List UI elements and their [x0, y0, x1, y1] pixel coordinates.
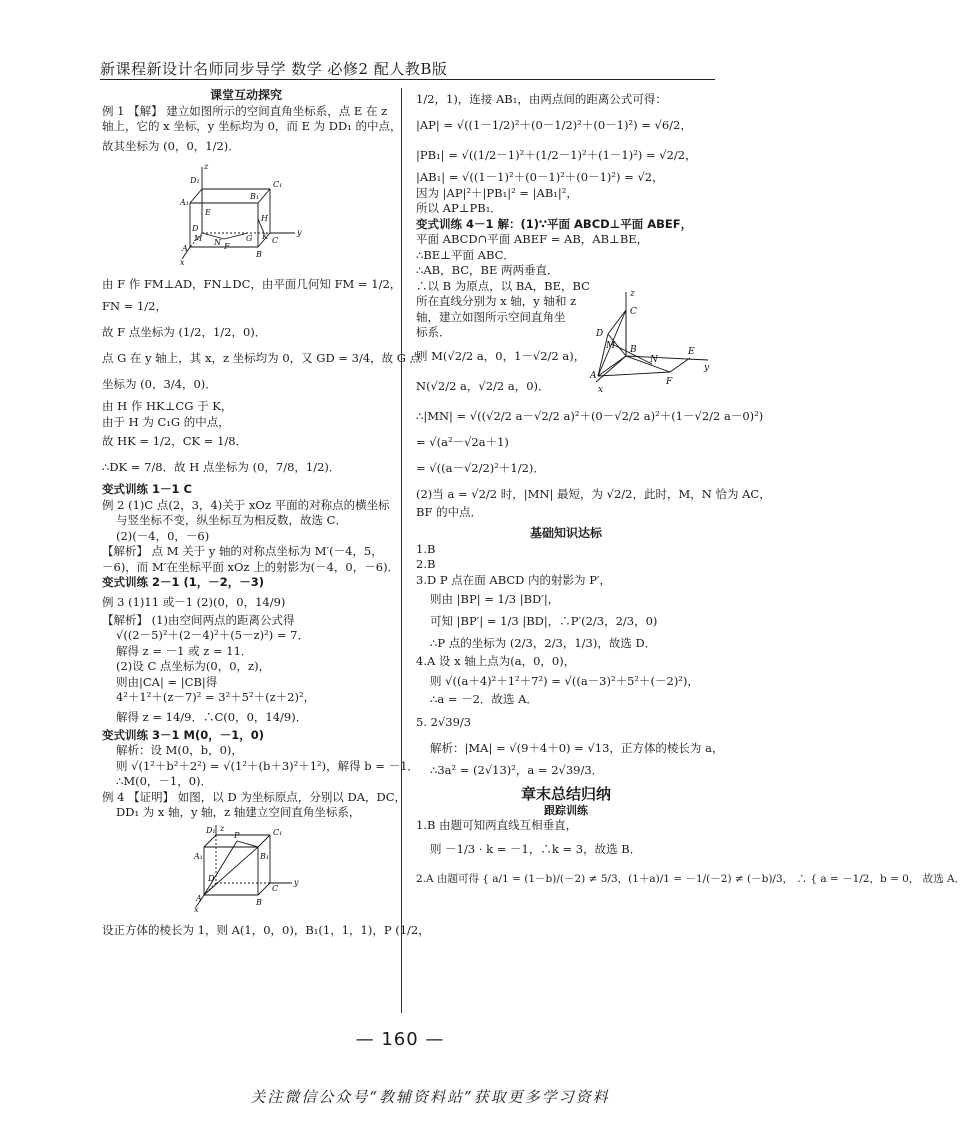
answer-line: 4.A 设 x 轴上点为(a，0，0)， — [416, 654, 576, 668]
text-line: 则 M(√2/2 a，0，1－√2/2 a)， — [416, 348, 586, 363]
text-line: DD₁ 为 x 轴，y 轴，z 轴建立空间直角坐标系， — [116, 805, 361, 819]
text-line: －6)，而 M′在坐标平面 xOz 上的射影为(－4，0，－6)． — [102, 559, 400, 574]
column-divider — [401, 88, 402, 1013]
text-line: ∴DK = 7/8．故 H 点坐标为 (0，7/8，1/2)． — [102, 460, 341, 474]
text-line: |AB₁| = √((1－1)²＋(0－1)²＋(0－1)²) = √2， — [416, 170, 664, 184]
text-line: 故 HK = 1/2，CK = 1/8． — [102, 434, 248, 448]
fig1-label: C₁ — [273, 179, 283, 189]
fig1-label: z — [204, 161, 209, 171]
text-line: (2)设 C 点坐标为(0，0，z)， — [116, 659, 271, 673]
fig3-label: A — [590, 371, 597, 381]
fig3-label: B — [630, 345, 637, 355]
fig1-label: A — [182, 243, 188, 253]
fig2-label: x — [194, 904, 199, 914]
text-line: 轴上，它的 x 坐标，y 坐标均为 0，而 E 为 DD₁ 的中点， — [102, 119, 402, 133]
answer-line: 2.B — [416, 557, 436, 571]
fig3-label: z — [630, 289, 635, 299]
exercise-answer: 变式训练 3－1 M(0，－1，0) — [102, 727, 264, 742]
text-line: (2)当 a = √2/2 时，|MN| 最短，为 √2/2，此时，M，N 恰为 AC， — [416, 486, 771, 501]
fig1-label: M — [194, 233, 203, 243]
exercise-heading: 变式训练 4－1 解：(1)∵平面 ABCD⊥平面 ABEF， — [416, 216, 693, 231]
fig2-label: B₁ — [260, 851, 270, 861]
fig2-label: B — [256, 897, 262, 907]
text-line: ∴以 B 为原点，以 BA，BE，BC — [416, 278, 590, 293]
header-rule — [100, 79, 715, 80]
exercise-answer: 变式训练 1－1 C — [102, 482, 192, 496]
text-line: 则 √((a＋4)²＋1²＋7²) = √((a－3)²＋5²＋(－2)²)， — [430, 673, 699, 688]
answer-line: 1.B 由题可知两直线互相垂直， — [416, 818, 578, 832]
text-line: √((2－5)²＋(2－4)²＋(5－z)²) = 7． — [116, 628, 309, 642]
fig2-label: A₁ — [194, 851, 203, 861]
text-line: 例 2 (1)C 点(2，3，4)关于 xOz 平面的对称点的横坐标 — [102, 497, 390, 512]
fig1-label: B₁ — [250, 191, 260, 201]
left-column — [102, 88, 430, 941]
text-line: = √(a²－√2a＋1) — [416, 434, 509, 449]
text-line: 解析：|MA| = √(9＋4＋0) = √13，正方体的棱长为 a， — [430, 741, 724, 755]
text-line: 【解析】 点 M 关于 y 轴的对称点坐标为 M′(－4，5， — [102, 544, 383, 558]
text-line: 由 F 作 FM⊥AD，FN⊥DC，由平面几何知 FM = 1/2， — [102, 277, 402, 291]
text-line: ∴P 点的坐标为 (2/3，2/3，1/3)，故选 D． — [430, 636, 657, 650]
fig1-label: G — [246, 233, 253, 243]
subsection-heading: 跟踪训练 — [544, 803, 588, 817]
fig1-label: K — [262, 231, 268, 241]
text-line: 所以 AP⊥PB₁． — [416, 201, 502, 215]
fig3-label: x — [598, 385, 604, 395]
text-line: 则 √(1²＋b²＋2²) = √(1²＋(b＋3)²＋1²)，解得 b = －1． — [116, 758, 419, 773]
fig2-label: z — [220, 823, 225, 833]
chapter-summary-heading: 章末总结归纳 — [520, 785, 611, 803]
text-line: 例 1 【解】 建立如图所示的空间直角坐标系，点 E 在 z — [102, 103, 388, 118]
fig1-label: C — [272, 235, 279, 245]
text-line: ∴AB，BC，BE 两两垂直． — [416, 263, 559, 277]
text-line: 4²＋1²＋(z－7)² = 3²＋5²＋(z＋2)²， — [116, 690, 316, 704]
text-line: 平面 ABCD∩平面 ABEF = AB，AB⊥BE， — [416, 232, 649, 246]
fig1-label: y — [297, 227, 302, 237]
fig2-label: D — [208, 873, 215, 883]
text-line: 所在直线分别为 x 轴，y 轴和 z — [416, 294, 577, 308]
text-line: 故 F 点坐标为 (1/2，1/2，0)． — [102, 325, 267, 339]
text-line: N(√2/2 a，√2/2 a，0)． — [416, 378, 550, 393]
answer-line: 1.B — [416, 541, 436, 556]
text-line: 解析：设 M(0，b，0)， — [116, 743, 243, 757]
text-line: 例 4 【证明】 如图，以 D 为坐标原点，分别以 DA，DC， — [102, 789, 407, 804]
fig1-label: F — [224, 241, 230, 251]
text-line: ∴a = －2．故选 A． — [430, 691, 538, 706]
text-line: ∴M(0，－1，0)． — [116, 774, 213, 788]
text-line: 则 －1/3 · k = －1，∴k = 3，故选 B． — [430, 841, 642, 856]
right-column — [416, 88, 965, 894]
figure-coordinate-system — [590, 286, 715, 400]
text-line: ∴|MN| = √((√2/2 a－√2/2 a)²＋(0－√2/2 a)²＋(1－√2/2 a－0)²) — [416, 408, 764, 423]
text-line: (2)(－4，0，－6) — [116, 528, 210, 543]
text-line: BF 的中点． — [416, 504, 483, 519]
fig2-label: P — [234, 830, 240, 840]
figure-cube-2 — [194, 823, 390, 918]
page-number: — 160 — — [355, 1029, 445, 1050]
fig1-label: D₁ — [190, 175, 200, 185]
text-line: 则由 |BP| = 1/3 |BD′|， — [430, 592, 560, 606]
answer-line: 3.D P 点在面 ABCD 内的射影为 P′， — [416, 572, 612, 587]
fig3-label: N — [650, 355, 658, 365]
fig3-label: y — [704, 363, 710, 373]
fig3-label: D — [596, 329, 604, 339]
fig1-label: H — [261, 213, 268, 223]
text-line: 坐标为 (0，3/4，0)． — [102, 377, 217, 391]
fig3-label: M — [606, 341, 616, 351]
text-line: |PB₁| = √((1/2－1)²＋(1/2－1)²＋(1－1)²) = √2/2， — [416, 148, 697, 162]
text-line: 标系． — [416, 325, 451, 339]
fig3-label: E — [688, 347, 695, 357]
text-line: 设正方体的棱长为 1，则 A(1，0，0)，B₁(1，1，1)，P (1/2， — [102, 923, 430, 937]
fig2-label: A — [196, 893, 202, 903]
text-line: 解得 z = 14/9．∴C(0，0，14/9)． — [116, 709, 308, 724]
text-line: 则由|CA| = |CB|得 — [116, 674, 218, 689]
fig2-label: D₁ — [206, 825, 216, 835]
fig1-label: E — [205, 207, 211, 217]
fig1-label: A₁ — [180, 197, 189, 207]
running-header: 新课程新设计名师同步导学 数学 必修2 配人教B版 — [100, 60, 448, 78]
fig2-label: y — [294, 877, 299, 887]
text-line: 【解析】 (1)由空间两点的距离公式得 — [102, 612, 295, 627]
section-heading: 课堂互动探究 — [209, 88, 282, 102]
fig3-label: F — [666, 377, 673, 387]
text-line: = √((a－√2/2)²＋1/2)． — [416, 460, 545, 475]
text-line: 由于 H 为 C₁G 的中点， — [102, 414, 230, 429]
text-line: 与竖坐标不变，纵坐标互为相反数，故选 C． — [116, 513, 347, 527]
fig2-label: C — [272, 883, 279, 893]
text-line: 解得 z = －1 或 z = 11． — [116, 643, 253, 658]
text-line: ∴BE⊥平面 ABC． — [416, 247, 515, 262]
footer-note: 关注微信公众号“教辅资料站”获取更多学习资料 — [250, 1088, 610, 1106]
fig1-label: N — [214, 237, 221, 247]
text-line: FN = 1/2， — [102, 299, 167, 313]
text-line: 故其坐标为 (0，0，1/2)． — [102, 138, 240, 153]
text-line: 可知 |BP′| = 1/3 |BD|，∴P′(2/3，2/3，0) — [430, 614, 658, 628]
answer-line: 5. 2√39/3 — [416, 715, 472, 729]
text-line: |AP| = √((1－1/2)²＋(0－1/2)²＋(0－1)²) = √6/2， — [416, 118, 692, 132]
fig3-label: C — [630, 307, 637, 317]
exercise-answer: 变式训练 2－1 (1，－2，－3) — [102, 575, 265, 589]
fig1-label: D — [192, 223, 199, 233]
fig2-label: C₁ — [273, 827, 283, 837]
text-line: 例 3 (1)11 或－1 (2)(0，0，14/9) — [102, 594, 286, 609]
text-line: 由 H 作 HK⊥CG 于 K， — [102, 399, 233, 413]
answer-line: 2.A 由题可得 { a/1 = (1－b)/(－2) ≠ 5/3，(1＋a)/1 = －1/(－2) ≠ (－b)/3， ∴ { a = －1/2，b = 0， 故选 A． — [416, 872, 965, 885]
text-line: 点 G 在 y 轴上，其 x，z 坐标均为 0，又 GD = 3/4，故 G 点 — [102, 351, 422, 365]
text-line: 1/2，1)，连接 AB₁，由两点间的距离公式可得： — [416, 92, 667, 106]
text-line: 因为 |AP|²＋|PB₁|² = |AB₁|²， — [416, 185, 578, 200]
text-line: ∴3a² = (2√13)²，a = 2√39/3． — [430, 763, 604, 777]
fig1-label: B — [256, 249, 262, 259]
text-line: 轴，建立如图所示空间直角坐 — [416, 309, 566, 324]
section-heading: 基础知识达标 — [529, 526, 602, 540]
fig1-label: x — [180, 257, 185, 267]
figure-cube-1 — [180, 159, 390, 272]
